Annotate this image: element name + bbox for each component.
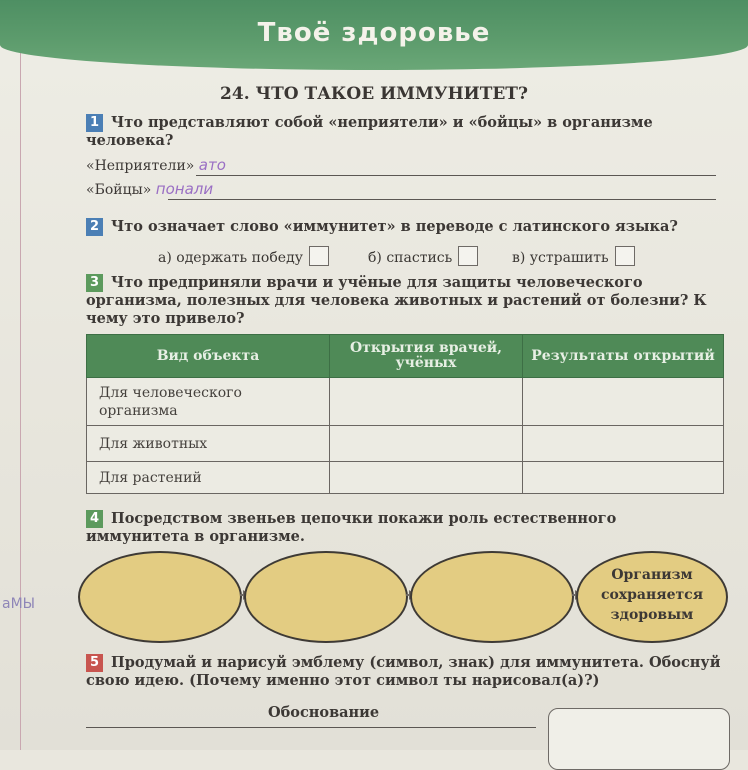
discoveries-table	[86, 334, 724, 494]
cell-plants-discoveries[interactable]	[330, 462, 523, 494]
chain-link-2[interactable]	[244, 551, 408, 643]
margin-rule	[20, 0, 21, 750]
row-label-human: Для человеческого организма	[87, 378, 330, 426]
column-header-discoveries: Открытия врачей, учёных	[330, 335, 523, 378]
column-header-object: Вид объекта	[87, 335, 330, 378]
lesson-title: 24. ЧТО ТАКОЕ ИММУНИТЕТ?	[220, 84, 528, 104]
enemies-answer[interactable]: ато	[198, 156, 226, 174]
cell-animals-results[interactable]	[523, 426, 724, 462]
cell-plants-results[interactable]	[523, 462, 724, 494]
table-row	[87, 462, 724, 494]
task-2-question	[86, 218, 726, 236]
task-5-number: 5	[86, 654, 103, 672]
option-c-checkbox[interactable]	[615, 246, 635, 266]
justification-line	[86, 727, 536, 728]
option-a-checkbox[interactable]	[309, 246, 329, 266]
chain-link-final: Организм сохраняется здоровым	[576, 551, 728, 643]
margin-scribble: аМЫ	[2, 596, 36, 612]
option-b	[368, 246, 478, 266]
fighters-answer-line	[168, 199, 716, 200]
section-title: Твоё здоровье	[257, 18, 491, 48]
task-3-number: 3	[86, 274, 103, 292]
table-row	[87, 426, 724, 462]
option-a-label: а) одержать победу	[158, 250, 303, 266]
cell-human-discoveries[interactable]	[330, 378, 523, 426]
emblem-drawing-box[interactable]	[548, 708, 730, 770]
option-c-label: в) устрашить	[512, 250, 609, 266]
table-row	[87, 378, 724, 426]
task-4-question	[86, 510, 686, 546]
fighters-row	[86, 180, 213, 198]
task-4-text: Посредством звеньев цепочки покажи роль естественного иммунитета в организме.	[86, 510, 617, 545]
chain-link-1[interactable]	[78, 551, 242, 643]
task-5-question	[86, 654, 736, 690]
chain-link-3[interactable]	[410, 551, 574, 643]
option-b-label: б) спастись	[368, 250, 453, 266]
task-2-number: 2	[86, 218, 103, 236]
enemies-label: «Неприятели»	[86, 158, 195, 174]
enemies-row	[86, 156, 226, 174]
task-1-question	[86, 114, 726, 150]
task-3-text: Что предприняли врачи и учёные для защиты человеческого организма, полезных для человека животных и растений от болезни? К чему это привело?	[86, 274, 707, 327]
row-label-animals: Для животных	[87, 426, 330, 462]
enemies-answer-line	[196, 175, 716, 176]
option-b-checkbox[interactable]	[458, 246, 478, 266]
justification-label: Обоснование	[268, 704, 380, 721]
cell-human-results[interactable]	[523, 378, 724, 426]
fighters-answer[interactable]: понали	[155, 180, 214, 198]
fighters-label: «Бойцы»	[86, 182, 152, 198]
task-3-question	[86, 274, 731, 328]
option-c	[512, 246, 635, 266]
task-4-number: 4	[86, 510, 103, 528]
cell-animals-discoveries[interactable]	[330, 426, 523, 462]
task-1-text: Что представляют собой «неприятели» и «бойцы» в организме человека?	[86, 114, 653, 149]
option-a	[158, 246, 329, 266]
column-header-results: Результаты открытий	[523, 335, 724, 378]
task-1-number: 1	[86, 114, 103, 132]
task-5-text: Продумай и нарисуй эмблему (символ, знак) для иммунитета. Обоснуй свою идею. (Почему именно этот символ ты нарисовал(а)?)	[86, 654, 721, 689]
task-2-text: Что означает слово «иммунитет» в переводе с латинского языка?	[111, 218, 678, 235]
table-header-row	[87, 335, 724, 378]
row-label-plants: Для растений	[87, 462, 330, 494]
